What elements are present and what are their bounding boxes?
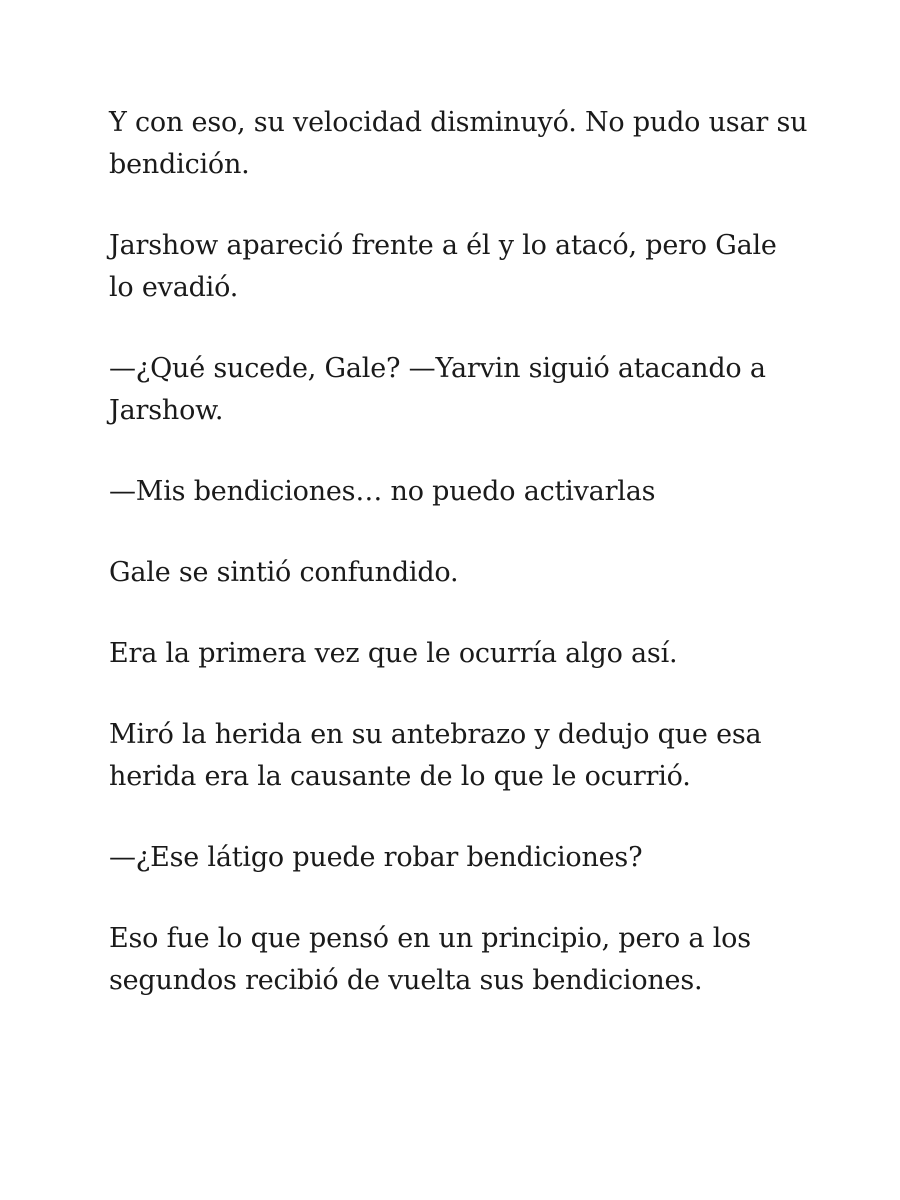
paragraph: Miró la herida en su antebrazo y dedujo que esa herida era la causante de lo que le ocurrió. xyxy=(109,719,762,792)
paragraph: Gale se sintió confundido. xyxy=(109,557,459,588)
document-body xyxy=(109,102,809,1002)
paragraph: —¿Qué sucede, Gale? —Yarvin siguió atacando a Jarshow. xyxy=(109,353,766,426)
paragraph: Jarshow apareció frente a él y lo atacó, pero Gale lo evadió. xyxy=(109,230,777,303)
paragraph: Era la primera vez que le ocurría algo así. xyxy=(109,638,678,669)
paragraph: —¿Ese látigo puede robar bendiciones? xyxy=(109,842,643,873)
paragraph: Y con eso, su velocidad disminuyó. No pudo usar su bendición. xyxy=(109,107,808,180)
paragraph: —Mis bendiciones… no puedo activarlas xyxy=(109,476,656,507)
paragraph: Eso fue lo que pensó en un principio, pero a los segundos recibió de vuelta sus bendiciones. xyxy=(109,923,751,996)
